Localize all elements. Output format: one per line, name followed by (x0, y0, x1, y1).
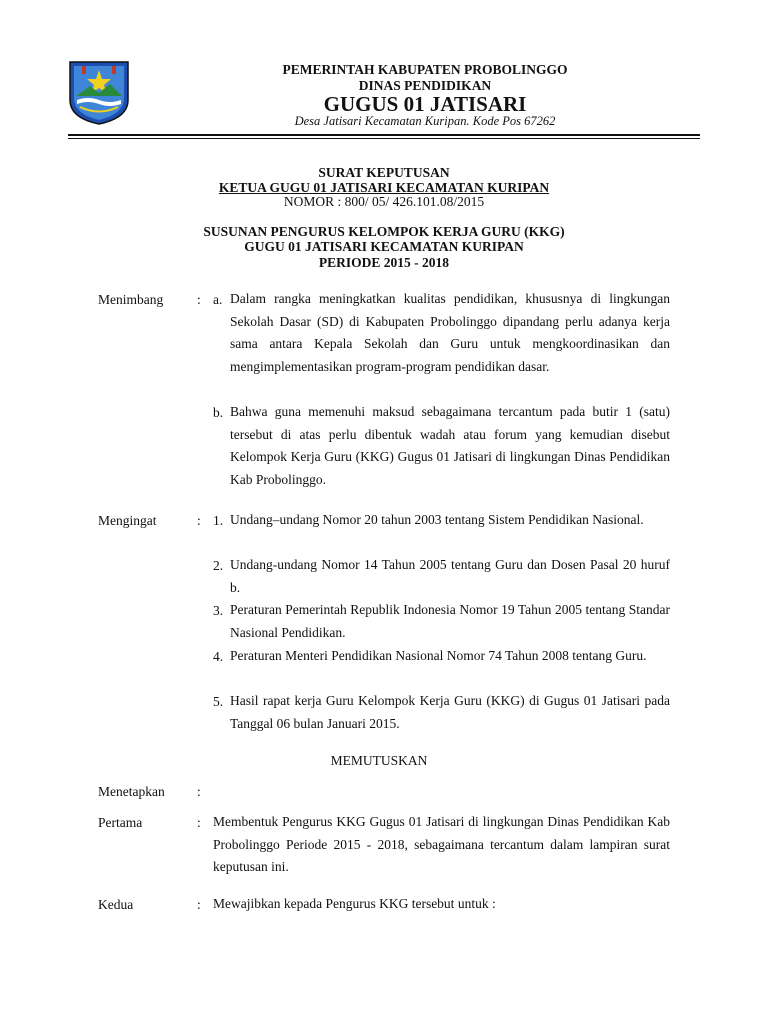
mengingat-item-marker: 2. (213, 558, 224, 573)
menimbang-item-marker: b. (213, 405, 224, 420)
mengingat-item-marker: 3. (213, 603, 224, 618)
mengingat-item: Undang-undang Nomor 14 Tahun 2005 tentang Guru dan Dosen Pasal 20 huruf b. (230, 557, 670, 595)
decree-number: NOMOR : 800/ 05/ 426.101.08/2015 (283, 194, 485, 209)
letterhead-government: PEMERINTAH KABUPATEN PROBOLINGGO (282, 62, 568, 77)
letterhead-department: DINAS PENDIDIKAN (358, 78, 492, 93)
pertama-text: Membentuk Pengurus KKG Gugus 01 Jatisari di lingkungan Dinas Pendidikan Kab Probolinggo Periode 2015 - 2018, sebagaimana tercantum dalam lampiran surat keputusan ini. (213, 814, 670, 874)
mengingat-item: Peraturan Pemerintah Republik Indonesia Nomor 19 Tahun 2005 tentang Standar Nasional Pendidikan. (230, 602, 670, 640)
regency-emblem-icon (68, 60, 130, 126)
menimbang-item: Dalam rangka meningkatkan kualitas pendidikan, khususnya di lingkungan Sekolah Dasar (SD) di Kabupaten Probolinggo dipandang perlu adanya kerja sama antara Kepala Sekolah dan Guru untuk mengkoordinasikan dan mengimplementasikan program-program pendidikan dasar. (230, 291, 670, 374)
mengingat-label: Mengingat (98, 513, 157, 528)
pertama-label: Pertama (98, 815, 143, 830)
menimbang-colon: : (197, 292, 201, 307)
pertama-colon: : (197, 815, 201, 830)
decree-topic-line-2: GUGU 01 JATISARI KECAMATAN KURIPAN (244, 239, 524, 254)
decree-topic-line-1: SUSUNAN PENGURUS KELOMPOK KERJA GURU (KKG) (203, 224, 565, 239)
decree-topic-line-3: PERIODE 2015 - 2018 (318, 255, 450, 270)
kedua-text: Mewajibkan kepada Pengurus KKG tersebut untuk : (213, 896, 496, 911)
letterhead-divider-thin (68, 138, 700, 139)
menimbang-label: Menimbang (98, 292, 164, 307)
menetapkan-label: Menetapkan (98, 784, 165, 799)
letterhead-cluster: GUGUS 01 JATISARI (323, 92, 527, 116)
letterhead-address: Desa Jatisari Kecamatan Kuripan. Kode Pos 67262 (294, 114, 556, 128)
kedua-label: Kedua (98, 897, 134, 912)
mengingat-item: Undang–undang Nomor 20 tahun 2003 tentang Sistem Pendidikan Nasional. (230, 512, 644, 527)
menimbang-item: Bahwa guna memenuhi maksud sebagaimana tercantum pada butir 1 (satu) tersebut di atas perlu dibentuk wadah atau forum yang kemudian disebut Kelompok Kerja Guru (KKG) Gugus 01 Jatisari di lingkungan Dinas Pendidikan Kab Probolinggo. (230, 404, 670, 487)
mengingat-item-marker: 4. (213, 649, 224, 664)
letterhead-divider (68, 134, 700, 136)
mengingat-colon: : (197, 513, 201, 528)
mengingat-item: Hasil rapat kerja Guru Kelompok Kerja Guru (KKG) di Gugus 01 Jatisari pada Tanggal 06 bulan Januari 2015. (230, 693, 670, 731)
decree-subheading: KETUA GUGU 01 JATISARI KECAMATAN KURIPAN (218, 180, 550, 195)
menimbang-item-marker: a. (213, 292, 223, 307)
mengingat-item: Peraturan Menteri Pendidikan Nasional Nomor 74 Tahun 2008 tentang Guru. (230, 648, 647, 663)
decree-heading: SURAT KEPUTUSAN (318, 165, 450, 180)
menetapkan-colon: : (197, 784, 201, 799)
mengingat-item-marker: 5. (213, 694, 224, 709)
decision-heading: MEMUTUSKAN (330, 753, 428, 768)
mengingat-item-marker: 1. (213, 513, 224, 528)
kedua-colon: : (197, 897, 201, 912)
